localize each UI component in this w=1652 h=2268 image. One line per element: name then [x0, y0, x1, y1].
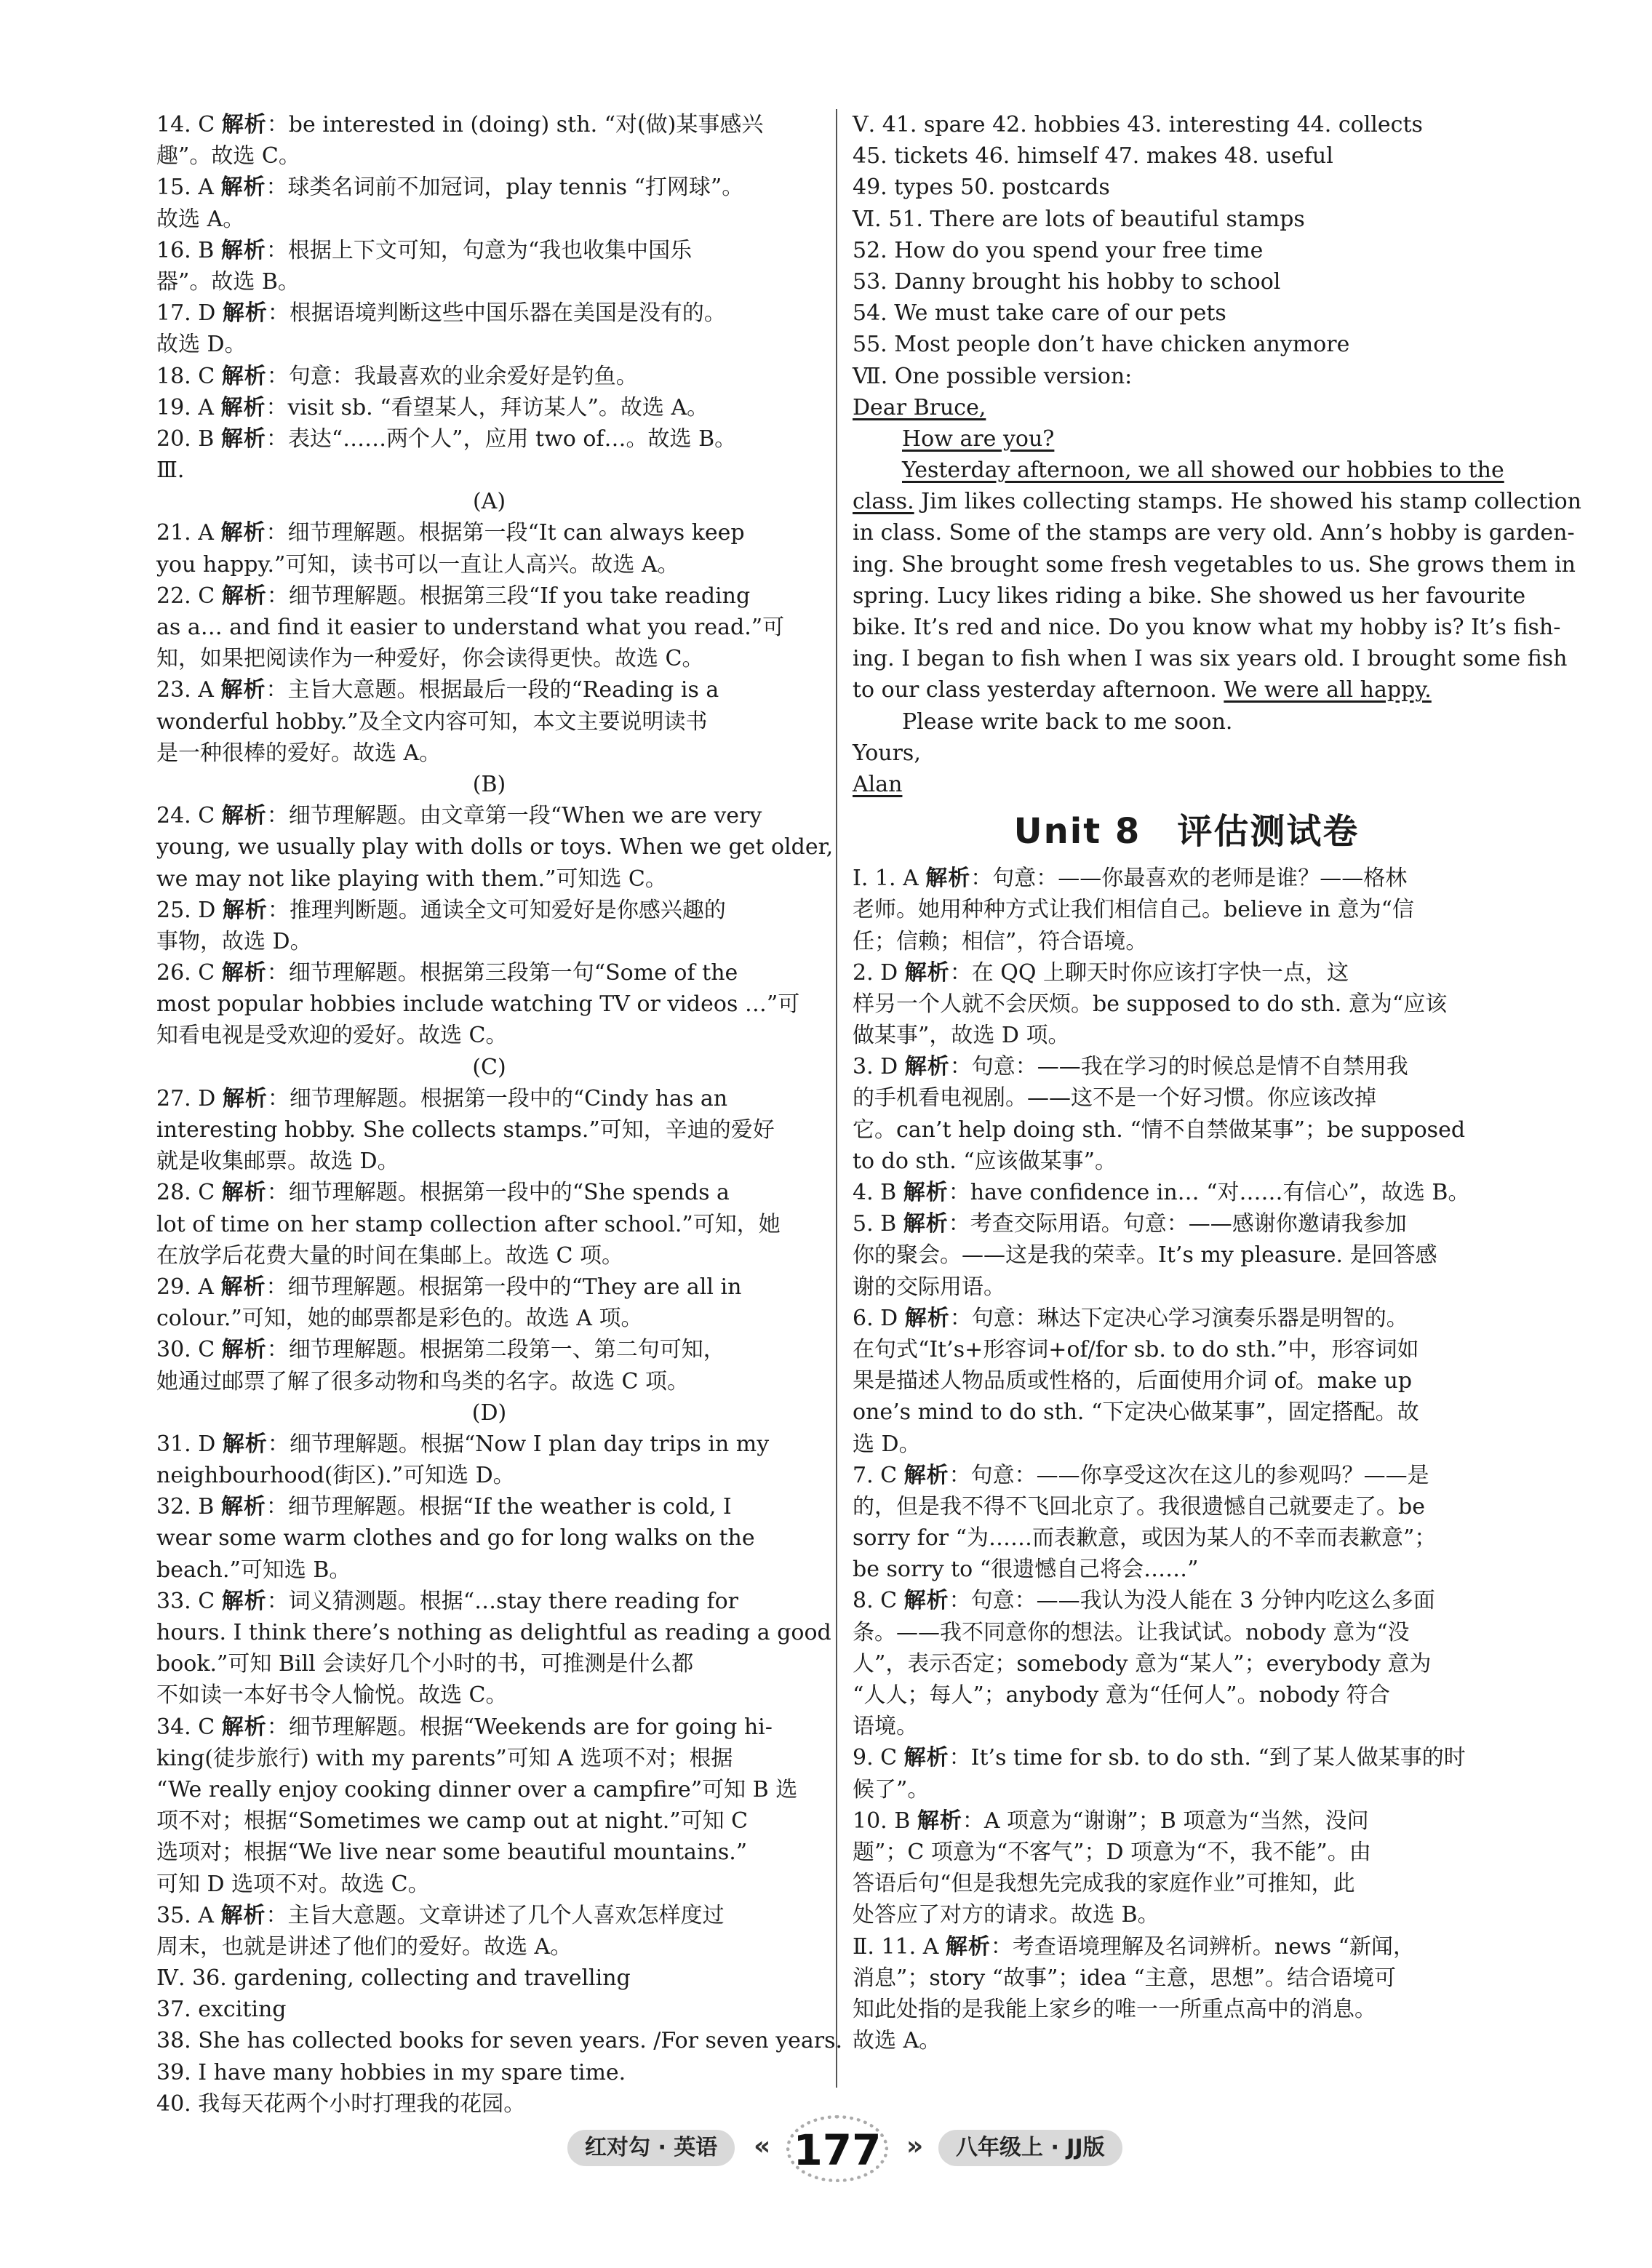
right-column: [853, 109, 1581, 2056]
text-line: 55. Most people don’t have chicken anymore: [853, 332, 1350, 358]
text-line: 人”，表示否定；somebody 意为“某人”；everybody 意为: [853, 1650, 1432, 1677]
text-line: Ⅴ. 41. spare 42. hobbies 43. interesting 44. collects: [853, 112, 1423, 137]
text-line: 趣”。故选 C。: [156, 143, 300, 169]
unit-title: Unit 8 评估测试卷: [1013, 811, 1360, 853]
text-line: 33. C 解析：词义猜测题。根据“…stay there reading for: [156, 1588, 739, 1614]
text-line: 8. C 解析：句意：——我认为没人能在 3 分钟内吃这么多面: [853, 1588, 1435, 1614]
text-line: colour.”可知，她的邮票都是彩色的。故选 A 项。: [156, 1306, 643, 1332]
text-line: “We really enjoy cooking dinner over a campfire”可知 B 选: [156, 1776, 798, 1802]
text-line: 24. C 解析：细节理解题。由文章第一段“When we are very: [156, 803, 762, 829]
text-line: 老师。她用种种方式让我们相信自己。believe in 意为“信: [853, 897, 1414, 923]
text-line: 消息”；story “故事”；idea “主意，思想”。结合语境可: [853, 1965, 1396, 1991]
text-line: “人人；每人”；anybody 意为“任何人”。nobody 符合: [853, 1682, 1390, 1708]
text-line: we may not like playing with them.”可知选 C。: [156, 866, 667, 892]
text-line: Ⅶ. One possible version:: [853, 363, 1133, 389]
text-line: 条。——我不同意你的想法。让我试试。nobody 意为“没: [853, 1619, 1410, 1645]
text-line: to our class yesterday afternoon. We were all happy.: [853, 677, 1432, 703]
text-line: 3. D 解析：句意：——我在学习的时候总是情不自禁用我: [853, 1054, 1408, 1080]
text-line: (C): [472, 1054, 506, 1080]
text-line: 在句式“It’s+形容词+of/for sb. to do sth.”中，形容词如: [853, 1336, 1419, 1362]
text-line: How are you?: [902, 426, 1055, 452]
text-line: 的，但是我不得不飞回北京了。我很遗憾自己就要走了。be: [853, 1493, 1425, 1520]
text-line: 45. tickets 46. himself 47. makes 48. useful: [853, 143, 1333, 169]
text-line: 知，如果把阅读作为一种爱好，你会读得更快。故选 C。: [156, 646, 704, 672]
text-line: 故选 A。: [853, 2028, 941, 2054]
text-line: 的手机看电视剧。——这不是一个好习惯。你应该改掉: [853, 1085, 1376, 1111]
text-line: neighbourhood(街区).”可知选 D。: [156, 1463, 515, 1489]
text-line: book.”可知 Bill 会读好几个小时的书，可推测是什么都: [156, 1651, 694, 1677]
text-line: Yours,: [853, 740, 921, 766]
text-line: 25. D 解析：推理判断题。通读全文可知爱好是你感兴趣的: [156, 897, 726, 923]
text-line: 语境。: [853, 1714, 918, 1740]
text-line: 23. A 解析：主旨大意题。根据最后一段的“Reading is a: [156, 677, 719, 703]
text-line: 40. 我每天花两个小时打理我的花园。: [156, 2091, 526, 2117]
text-line: Yesterday afternoon, we all showed our hobbies to the: [902, 458, 1504, 484]
text-line: young, we usually play with dolls or toys. When we get older,: [156, 834, 834, 861]
text-line: 28. C 解析：细节理解题。根据第一段中的“She spends a: [156, 1180, 730, 1206]
text-line: 32. B 解析：细节理解题。根据“If the weather is cold, I: [156, 1494, 732, 1520]
text-line: 49. types 50. postcards: [853, 175, 1110, 201]
text-line: 谢的交际用语。: [853, 1274, 1005, 1300]
text-line: 选 D。: [853, 1431, 921, 1457]
text-line: 她通过邮票了解了很多动物和鸟类的名字。故选 C 项。: [156, 1368, 690, 1394]
text-line: 19. A 解析：visit sb. “看望某人，拜访某人”。故选 A。: [156, 394, 709, 420]
text-line: to do sth. “应该做某事”。: [853, 1148, 1117, 1174]
text-line: 35. A 解析：主旨大意题。文章讲述了几个人喜欢怎样度过: [156, 1902, 725, 1928]
text-line: 事物，故选 D。: [156, 928, 312, 954]
text-line: Ⅱ. 11. A 解析：考查语境理解及名词辨析。news “新闻，: [853, 1933, 1415, 1960]
text-line: 你的聚会。——这是我的荣幸。It’s my pleasure. 是回答感: [853, 1242, 1437, 1269]
text-line: Ⅵ. 51. There are lots of beautiful stamps: [853, 206, 1305, 232]
text-line: 5. B 解析：考查交际用语。句意：——感谢你邀请我参加: [853, 1211, 1407, 1237]
text-line: 14. C 解析：be interested in (doing) sth. “对(做)某事感兴: [156, 112, 764, 137]
text-line: 果是描述人物品质或性格的，后面使用介词 of。make up: [853, 1368, 1413, 1394]
text-line: 知此处指的是我能上家乡的唯一一所重点高中的消息。: [853, 1996, 1376, 2022]
text-line: 4. B 解析：have confidence in… “对……有信心”，故选 B。: [853, 1180, 1470, 1205]
page-number: 177: [793, 2125, 882, 2175]
column-divider: [836, 109, 837, 2088]
text-line: 器”。故选 B。: [156, 268, 300, 295]
text-line: sorry for “为……而表歉意，或因为某人的不幸而表歉意”；: [853, 1525, 1437, 1552]
text-line: 它。can’t help doing sth. “情不自禁做某事”；be supposed: [853, 1117, 1466, 1143]
text-line: 17. D 解析：根据语境判断这些中国乐器在美国是没有的。: [156, 300, 726, 327]
text-line: 26. C 解析：细节理解题。根据第三段第一句“Some of the: [156, 960, 738, 986]
text-line: 9. C 解析：It’s time for sb. to do sth. “到了某人做某事的时: [853, 1745, 1466, 1771]
text-line: one’s mind to do sth. “下定决心做某事”，固定搭配。故: [853, 1399, 1419, 1426]
text-line: in class. Some of the stamps are very old. Ann’s hobby is garden-: [853, 520, 1575, 546]
text-line: lot of time on her stamp collection after school.”可知，她: [156, 1211, 781, 1237]
text-line: (A): [472, 489, 506, 515]
text-line: bike. It’s red and nice. Do you know what my hobby is? It’s fish-: [853, 615, 1561, 640]
text-line: Ⅰ. 1. A 解析：句意：——你最喜欢的老师是谁？——格林: [853, 866, 1408, 892]
text-line: 37. exciting: [156, 1997, 287, 2023]
page-footer: [0, 2109, 1652, 2189]
text-line: king(徒步旅行) with my parents”可知 A 选项不对；根据: [156, 1745, 733, 1771]
text-line: 答语后句“但是我想先完成我的家庭作业”可推知，此: [853, 1871, 1355, 1897]
text-line: 15. A 解析：球类名词前不加冠词，play tennis “打网球”。: [156, 175, 744, 201]
text-line: 6. D 解析：句意：琳达下定决心学习演奏乐器是明智的。: [853, 1305, 1408, 1331]
text-line: 39. I have many hobbies in my spare time.: [156, 2059, 626, 2085]
text-line: 54. We must take care of our pets: [853, 300, 1226, 327]
text-line: wonderful hobby.”及全文内容可知，本文主要说明读书: [156, 708, 708, 735]
text-line: spring. Lucy likes riding a bike. She showed us her favourite: [853, 583, 1526, 609]
text-line: you happy.”可知，读书可以一直让人高兴。故选 A。: [156, 551, 679, 578]
text-line: 7. C 解析：句意：——你享受这次在这儿的参观吗？——是: [853, 1462, 1429, 1488]
text-line: 样另一个人就不会厌烦。be supposed to do sth. 意为“应该: [853, 991, 1448, 1017]
text-line: 选项对；根据“We live near some beautiful mountains.”: [156, 1840, 748, 1866]
footer-grade-edition: 八年级上 · JJ版: [938, 2130, 1122, 2166]
text-line: 处答应了对方的请求。故选 B。: [853, 1902, 1160, 1928]
text-line: 38. She has collected books for seven years. /For seven years.: [156, 2028, 843, 2054]
text-line: 29. A 解析：细节理解题。根据第一段中的“They are all in: [156, 1274, 742, 1300]
text-line: as a… and find it easier to understand what you read.”可: [156, 615, 785, 640]
left-column: [156, 109, 843, 2120]
text-line: 做某事”，故选 D 项。: [853, 1023, 1070, 1049]
text-line: 27. D 解析：细节理解题。根据第一段中的“Cindy has an: [156, 1085, 728, 1111]
text-line: 34. C 解析：细节理解题。根据“Weekends are for going hi-: [156, 1714, 773, 1740]
text-line: 2. D 解析：在 QQ 上聊天时你应该打字快一点，这: [853, 959, 1349, 986]
text-line: 可知 D 选项不对。故选 C。: [156, 1871, 430, 1897]
text-line: 22. C 解析：细节理解题。根据第三段“If you take reading: [156, 583, 751, 609]
text-line: 任；信赖；相信”，符合语境。: [853, 928, 1148, 954]
text-line: class. Jim likes collecting stamps. He showed his stamp collection: [853, 489, 1581, 515]
text-line: wear some warm clothes and go for long walks on the: [156, 1525, 755, 1552]
text-line: Please write back to me soon.: [902, 708, 1233, 735]
text-line: 20. B 解析：表达“……两个人”，应用 two of…。故选 B。: [156, 426, 737, 452]
text-line: 周末，也就是讲述了他们的爱好。故选 A。: [156, 1933, 572, 1960]
text-line: Ⅲ.: [156, 458, 185, 484]
text-line: 30. C 解析：细节理解题。根据第二段第一、第二句可知，: [156, 1337, 725, 1363]
text-line: 就是收集邮票。故选 D。: [156, 1149, 399, 1175]
text-line: 故选 A。: [156, 206, 245, 232]
text-line: 知看电视是受欢迎的爱好。故选 C。: [156, 1023, 508, 1049]
text-line: Ⅳ. 36. gardening, collecting and travelling: [156, 1965, 631, 1992]
text-line: (B): [472, 771, 506, 797]
text-line: 项不对；根据“Sometimes we camp out at night.”可知 C: [156, 1808, 749, 1834]
text-line: beach.”可知选 B。: [156, 1557, 351, 1583]
text-line: 10. B 解析：A 项意为“谢谢”；B 项意为“当然，没问: [853, 1808, 1369, 1834]
text-line: hours. I think there’s nothing as delightful as reading a good: [156, 1620, 831, 1645]
text-line: 候了”。: [853, 1776, 930, 1802]
text-line: 53. Danny brought his hobby to school: [853, 268, 1281, 295]
text-line: ing. She brought some fresh vegetables to us. She grows them in: [853, 551, 1576, 578]
text-line: 16. B 解析：根据上下文可知，句意为“我也收集中国乐: [156, 237, 693, 263]
text-line: 不如读一本好书令人愉悦。故选 C。: [156, 1682, 508, 1709]
text-line: 52. How do you spend your free time: [853, 237, 1264, 263]
text-line: most popular hobbies include watching TV or videos …”可: [156, 991, 800, 1018]
text-line: 故选 D。: [156, 332, 247, 358]
text-line: (D): [471, 1399, 507, 1426]
text-line: be sorry to “很遗憾自己将会……”: [853, 1557, 1199, 1583]
text-line: ing. I began to fish when I was six years old. I brought some fish: [853, 646, 1568, 672]
text-line: 在放学后花费大量的时间在集邮上。故选 C 项。: [156, 1242, 624, 1269]
text-line: interesting hobby. She collects stamps.”可知，辛迪的爱好: [156, 1117, 775, 1143]
chevron-right-icon: »: [906, 2131, 924, 2161]
text-line: Dear Bruce,: [853, 394, 986, 420]
text-line: 是一种很棒的爱好。故选 A。: [156, 740, 442, 766]
text-line: 18. C 解析：句意：我最喜欢的业余爱好是钓鱼。: [156, 363, 638, 389]
text-line: 题”；C 项意为“不客气”；D 项意为“不，我不能”。由: [853, 1839, 1371, 1865]
text-line: 21. A 解析：细节理解题。根据第一段“It can always keep: [156, 520, 745, 546]
chevron-left-icon: «: [754, 2131, 771, 2161]
footer-book-title: 红对勾 · 英语: [567, 2130, 735, 2166]
text-line: 31. D 解析：细节理解题。根据“Now I plan day trips in my: [156, 1431, 770, 1457]
text-line: Alan: [853, 771, 903, 797]
